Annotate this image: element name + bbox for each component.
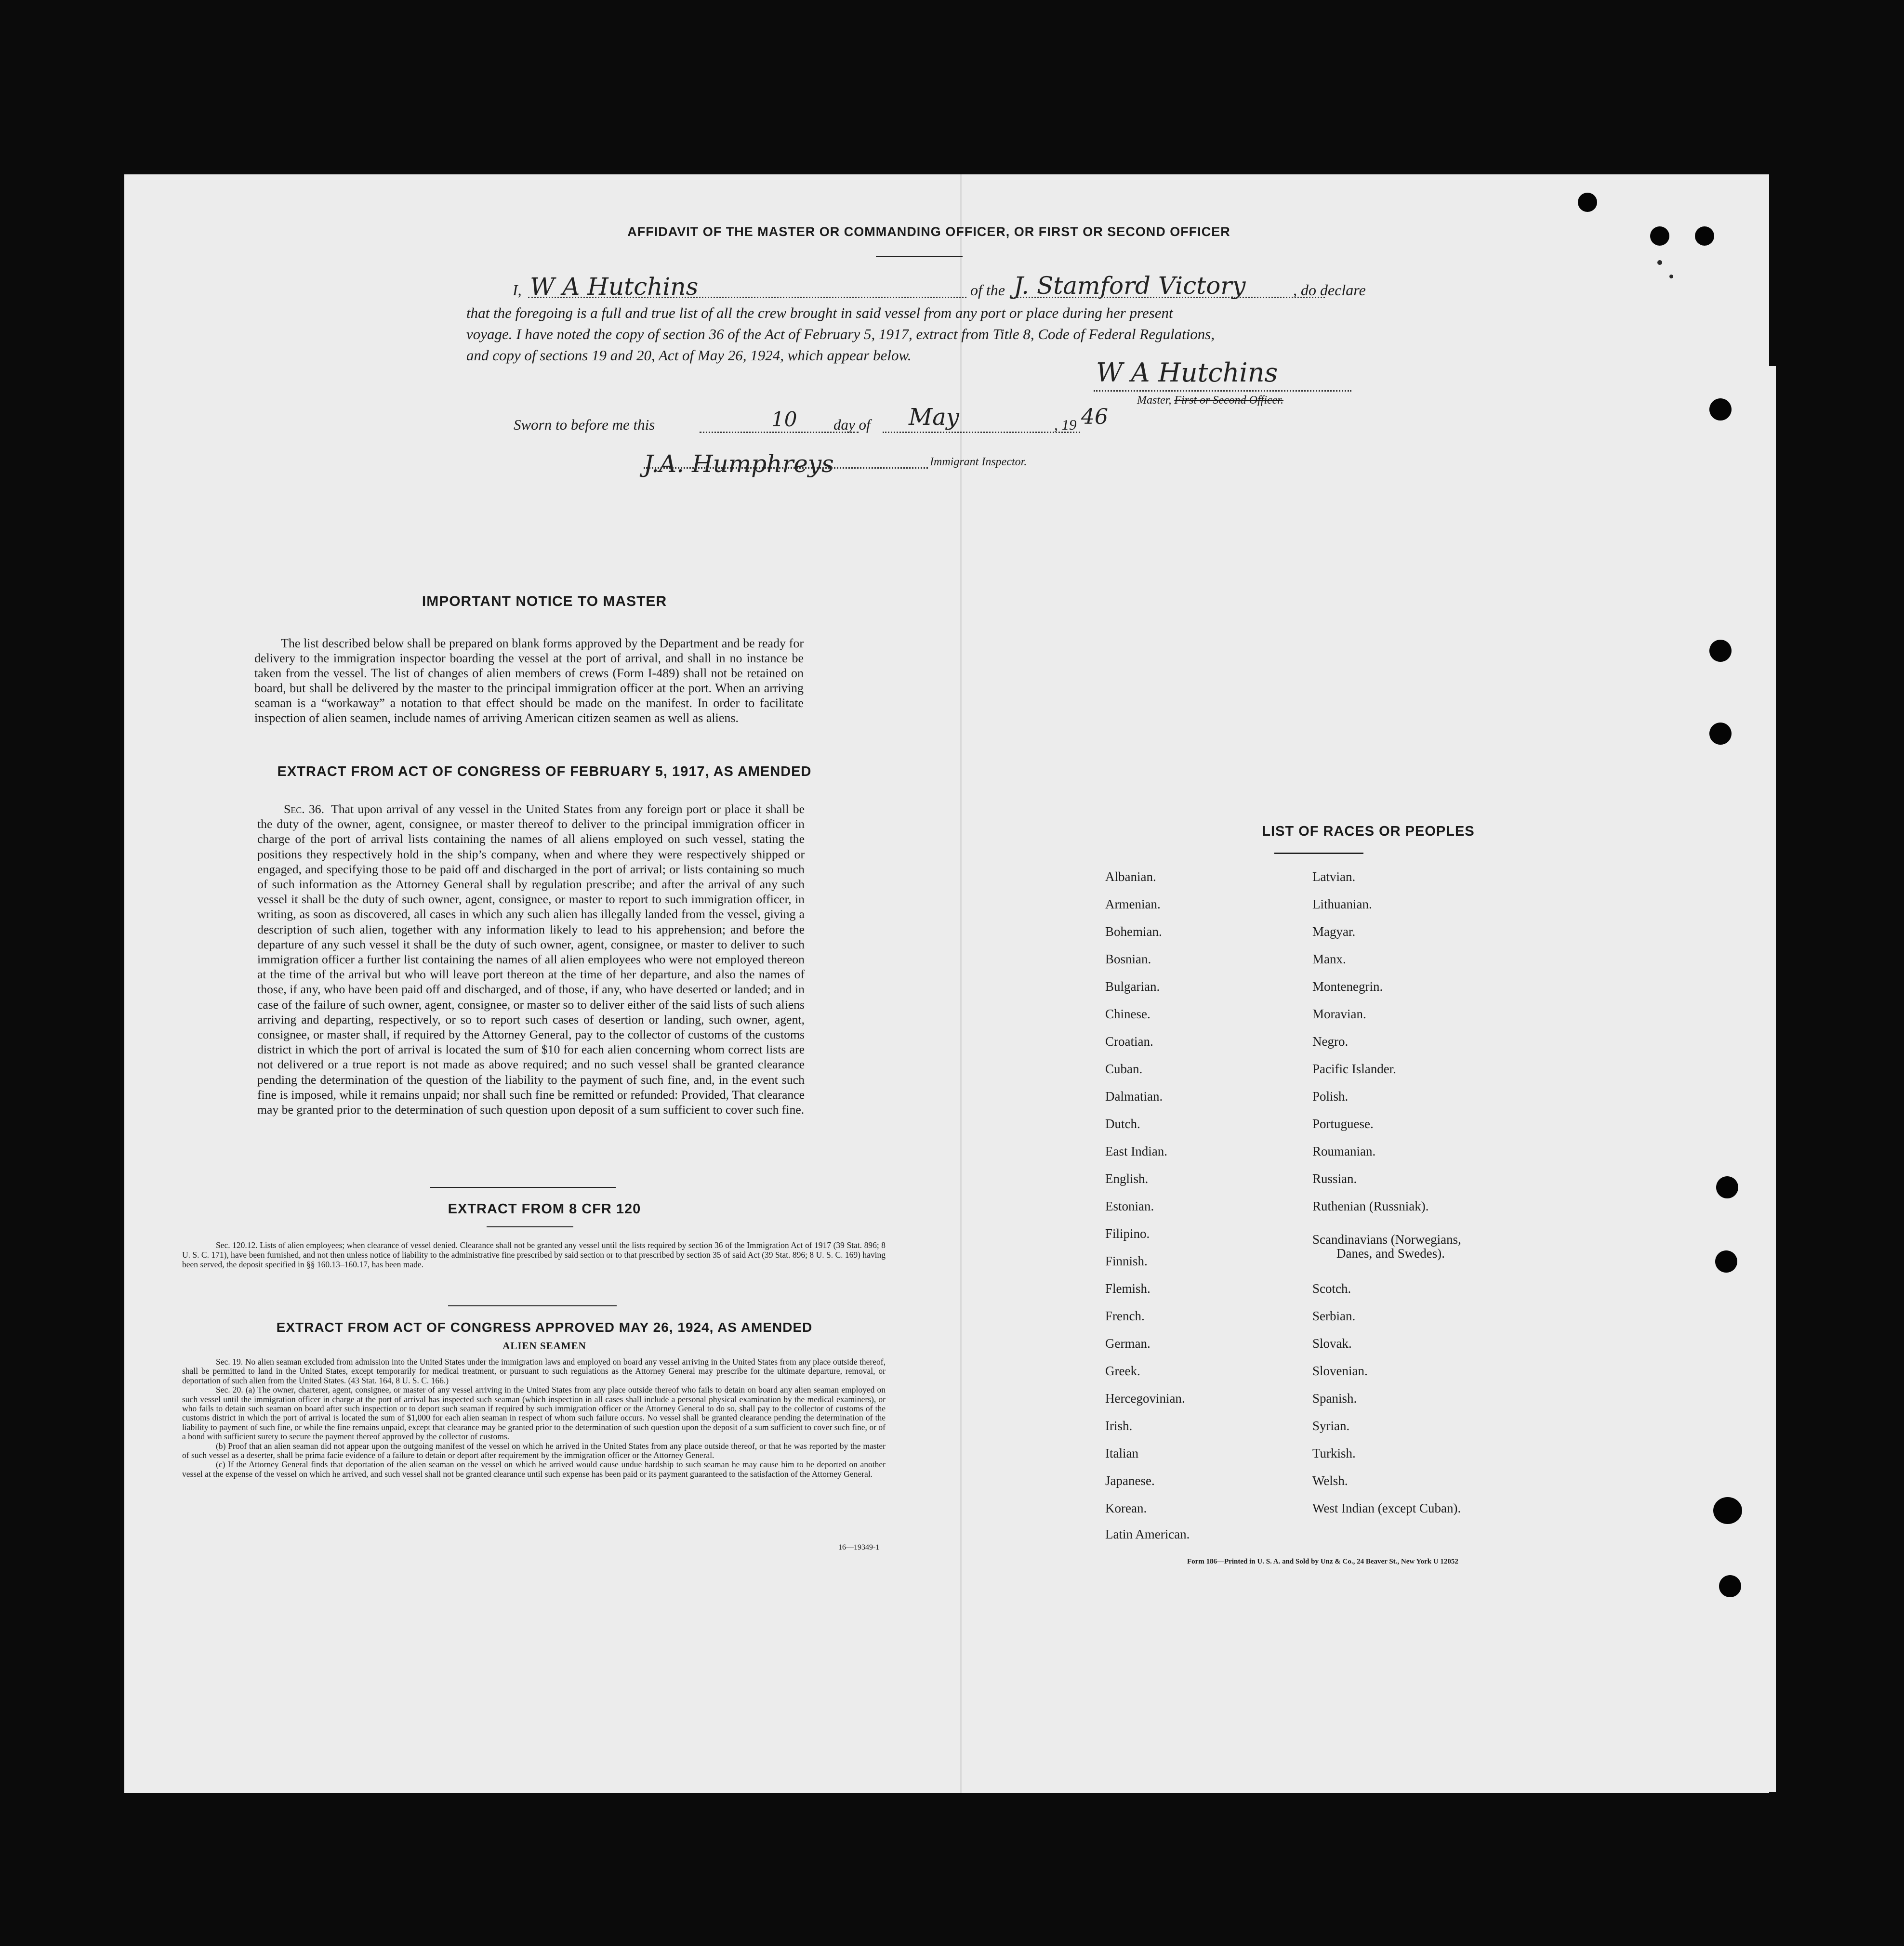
race-entry: East Indian. xyxy=(1105,1144,1167,1158)
master-signature: W A Hutchins xyxy=(1096,357,1278,388)
race-entry: Pacific Islander. xyxy=(1312,1062,1396,1076)
punch-hole xyxy=(1650,226,1669,246)
declaration-line: that the foregoing is a full and true list of all the crew brought in said vessel from any port or place during her present xyxy=(466,304,1173,321)
inspector-label: Immigrant Inspector. xyxy=(930,456,1027,468)
race-entry: Syrian. xyxy=(1312,1419,1350,1433)
inspector-signature: J.A. Humphreys xyxy=(644,450,834,478)
race-entry: Moravian. xyxy=(1312,1007,1366,1021)
divider xyxy=(430,1187,616,1188)
race-entry: Croatian. xyxy=(1105,1034,1153,1049)
race-entry: Latin American. xyxy=(1105,1527,1190,1541)
race-entry: Cuban. xyxy=(1105,1062,1143,1076)
do-declare-label: , do declare xyxy=(1293,281,1366,299)
section-36-label: Sec. 36. xyxy=(284,802,325,816)
race-entry: Welsh. xyxy=(1312,1473,1348,1488)
extract-1924-title: EXTRACT FROM ACT OF CONGRESS APPROVED MAY 26, 1924, AS AMENDED xyxy=(276,1320,813,1335)
race-entry: Spanish. xyxy=(1312,1391,1357,1406)
officer-name-line xyxy=(528,297,966,298)
race-entry: Japanese. xyxy=(1105,1473,1155,1488)
punch-hole xyxy=(1709,640,1732,662)
of-the-label: of the xyxy=(970,281,1005,299)
punch-hole xyxy=(1695,226,1714,246)
race-entry: Latvian. xyxy=(1312,869,1356,884)
officer-name-handwritten: W A Hutchins xyxy=(530,273,699,301)
punch-hole xyxy=(1709,398,1732,421)
races-title-divider xyxy=(1274,853,1363,854)
races-title: LIST OF RACES OR PEOPLES xyxy=(1262,824,1475,839)
extract-1924-subtitle: ALIEN SEAMEN xyxy=(502,1340,586,1352)
race-entry: Filipino. xyxy=(1105,1226,1150,1241)
race-entry: Ruthenian (Russniak). xyxy=(1312,1199,1429,1213)
race-entry: Korean. xyxy=(1105,1501,1147,1515)
race-entry: German. xyxy=(1105,1336,1150,1351)
race-entry: Chinese. xyxy=(1105,1007,1150,1021)
race-entry: Portuguese. xyxy=(1312,1117,1374,1131)
race-entry: Lithuanian. xyxy=(1312,897,1372,911)
declaration-line: voyage. I have noted the copy of section 36 of the Act of February 5, 1917, extract from Title 8, Code of Federal Regulations, xyxy=(466,326,1215,342)
race-entry: Roumanian. xyxy=(1312,1144,1376,1158)
race-entry: Bohemian. xyxy=(1105,924,1162,939)
race-entry: Albanian. xyxy=(1105,869,1156,884)
punch-hole xyxy=(1713,1497,1742,1524)
punch-hole xyxy=(1719,1575,1741,1597)
extract-1924-body xyxy=(182,1357,886,1479)
race-entry: Finnish. xyxy=(1105,1254,1148,1268)
race-entry: Turkish. xyxy=(1312,1446,1356,1460)
declaration-text xyxy=(466,302,1382,366)
notice-body: The list described below shall be prepared on blank forms approved by the Department and be ready for delivery to the immigration inspector boarding the vessel at the port of arrival, and shall in no instance be taken from the vessel. The list of changes of alien members of crews (Form I-489) shall not be retained on board, but shall be delivered by the master to the principal immigration officer at the port. When an arriving seaman is a “workaway” a notation to that effect should be made on the manifest. In order to facilitate inspection of alien seamen, include names of arriving American citizen seamen as well as aliens. xyxy=(254,636,804,725)
race-entry: Italian xyxy=(1105,1446,1138,1460)
race-entry: Magyar. xyxy=(1312,924,1356,939)
race-entry: Armenian. xyxy=(1105,897,1161,911)
race-entry: Dalmatian. xyxy=(1105,1089,1163,1104)
master-caption xyxy=(1137,394,1283,407)
punch-hole xyxy=(1709,723,1732,745)
sworn-month-handwritten: May xyxy=(909,404,959,431)
sworn-line xyxy=(514,404,1140,438)
race-entry: Slovenian. xyxy=(1312,1364,1368,1378)
race-entry: Greek. xyxy=(1105,1364,1140,1378)
extract-1917-body xyxy=(257,802,805,1117)
divider xyxy=(487,1226,573,1227)
i-label: I, xyxy=(513,281,522,299)
race-entry: Dutch. xyxy=(1105,1117,1140,1131)
punch-hole xyxy=(1715,1250,1737,1273)
race-entry: Bulgarian. xyxy=(1105,979,1160,994)
sworn-day-handwritten: 10 xyxy=(771,408,797,431)
affidavit-title: AFFIDAVIT OF THE MASTER OR COMMANDING OFFICER, OR FIRST OR SECOND OFFICER xyxy=(627,224,1230,239)
vessel-name-line xyxy=(1012,297,1325,298)
sworn-label: Sworn to before me this xyxy=(514,416,655,433)
race-entry: Danes, and Swedes). xyxy=(1336,1246,1445,1261)
race-entry: Polish. xyxy=(1312,1089,1349,1104)
declaration-line: and copy of sections 19 and 20, Act of May 26, 1924, which appear below. xyxy=(466,347,912,364)
section-19-text: Sec. 19. No alien seaman excluded from admission into the United States under the immigration laws and employed on board any vessel arriving in the United States from any place outside thereof, shall be permitted to land in the United States, except temporarily for medical treatment, or pursuant to such regulations as the Attorney General may prescribe for the ultimate departure, removal, or deportation of such alien from the United States. (43 Stat. 164, 8 U. S. C. 166.) xyxy=(182,1357,886,1385)
race-entry: English. xyxy=(1105,1171,1149,1186)
race-entry: Estonian. xyxy=(1105,1199,1154,1213)
master-signature-line xyxy=(1094,390,1351,392)
punch-hole xyxy=(1716,1176,1738,1198)
vessel-name-handwritten: J. Stamford Victory xyxy=(1014,272,1246,300)
extract-1917-title: EXTRACT FROM ACT OF CONGRESS OF FEBRUARY 5, 1917, AS AMENDED xyxy=(277,764,812,779)
section-36-text: That upon arrival of any vessel in the United States from any foreign port or place it shall be the duty of the owner, agent, consignee, or master thereof to deliver to the principal immigration officer in charge of the port of arrival lists containing the names of all aliens employed on such vessel, stating the positions they respectively hold in the ship’s company, when and where they were respectively shipped or engaged, and specifying those to be paid off and discharged in the port of arrival; or lists containing so much of such information as the Attorney General shall by regulation prescribe; and after the arrival of any such vessel it shall be the duty of such owner, agent, consignee, or master to report to such immigration officer, in writing, as soon as discovered, all cases in which any such alien has illegally landed from the vessel, giving a description of such alien, together with any information likely to lead to his apprehension; and before the departure of any such vessel it shall be the duty of such owner, agent, consignee, or master to deliver to such immigration officer a further list containing the names of all alien employees who were not employed thereon at the time of the arrival but who will leave port thereon at the time of her departure, and also the names of those, if any, who have been paid off and discharged, and of those, if any, who have deserted or landed; and in case of the failure of such owner, agent, consignee, or master so to deliver either of the said lists of such aliens arriving and departing, respectively, or so to report such cases of desertion or landing, such owner, agent, consignee, or master shall, if required by the Attorney General, pay to the collector of customs of the customs district in which the port of arrival is located the sum of $10 for each alien concerning whom correct lists are not delivered or a true report is not made as above required; and no such vessel shall be granted clearance pending the determination of the question of the liability to the payment of such fine, and, in the event such fine is imposed, while it remains unpaid; nor shall such fine be remitted or refunded: Provided, That clearance may be granted prior to the determination of such question upon deposit of a sum sufficient to cover such fine. xyxy=(257,802,805,1117)
printer-note: Form 186—Printed in U. S. A. and Sold by Unz & Co., 24 Beaver St., New York U 12052 xyxy=(1187,1558,1458,1565)
race-entry: Montenegrin. xyxy=(1312,979,1383,994)
section-20a-text: Sec. 20. (a) The owner, charterer, agent, consignee, or master of any vessel arriving in the United States from any place outside thereof who fails to detain on board any alien seaman employed on such vessel until the immigration officer in charge at the port of arrival has inspected such seaman (which inspection in all cases shall include a personal physical examination by the medical examiners), or who fails to detain such seaman on board after such inspection or to deport such seaman if required by such immigration officer or the Attorney General to do so, shall pay to the collector of customs of the customs district in which the port of arrival is located the sum of $1,000 for each alien seaman in respect of whom such failure occurs. No vessel shall be granted clearance pending the determination of the liability to payment of such fine, or while the fine remains unpaid, except that clearance may be granted prior to the determination of such question upon the deposit of a sum sufficient to cover such fine, or of a bond with sufficient surety to secure the payment thereof approved by the collector of customs. xyxy=(182,1385,886,1442)
year-handwritten: 46 xyxy=(1081,405,1108,429)
notice-title: IMPORTANT NOTICE TO MASTER xyxy=(422,593,667,609)
race-entry: Scandinavians (Norwegians, xyxy=(1312,1232,1461,1247)
race-entry: Serbian. xyxy=(1312,1309,1356,1323)
day-of-label: day of xyxy=(833,416,871,433)
page-edge-tab xyxy=(1769,366,1776,1792)
speck xyxy=(1669,275,1673,278)
race-entry: Manx. xyxy=(1312,952,1346,966)
race-entry: Scotch. xyxy=(1312,1281,1351,1296)
speck xyxy=(1657,260,1662,265)
race-entry: Irish. xyxy=(1105,1419,1133,1433)
race-entry: Negro. xyxy=(1312,1034,1349,1049)
divider xyxy=(448,1305,617,1306)
master-label: Master, xyxy=(1137,394,1172,407)
race-entry: French. xyxy=(1105,1309,1145,1323)
race-entry: Hercegovinian. xyxy=(1105,1391,1185,1406)
punch-hole xyxy=(1578,193,1597,212)
inspector-signature-line xyxy=(644,467,928,469)
form-code: 16—19349-1 xyxy=(838,1543,880,1552)
struck-officer-label: First or Second Officer. xyxy=(1174,394,1283,407)
year-prefix: , 19 xyxy=(1054,416,1077,433)
title-divider xyxy=(876,256,963,257)
sworn-month-line xyxy=(883,432,1080,433)
race-entry: Bosnian. xyxy=(1105,952,1151,966)
extract-cfr-body: Sec. 120.12. Lists of alien employees; when clearance of vessel denied. Clearance shall not be granted any vessel until the lists required by section 36 of the Immigration Act of 1917 (39 Stat. 896; 8 U. S. C. 171), have been furnished, and not then unless notice of liability to the administrative fine prescribed by said section or to that prescribed by section 35 of said Act (39 Stat. 896; 8 U. S. C. 169) having been served, the deposit specified in §§ 160.13–160.17, has been made. xyxy=(182,1240,886,1269)
race-entry: Slovak. xyxy=(1312,1336,1352,1351)
race-entry: Russian. xyxy=(1312,1171,1357,1186)
race-entry: Flemish. xyxy=(1105,1281,1150,1296)
section-20c-text: (c) If the Attorney General finds that deportation of the alien seaman on the vessel on which he arrived would cause undue hardship to such seaman he may cause him to be deported on another vessel at the expense of the vessel on which he arrived, and such vessel shall not be granted clearance until such expense has been paid or its payment guaranteed to the satisfaction of the Attorney General. xyxy=(182,1460,886,1479)
section-20b-text: (b) Proof that an alien seaman did not appear upon the outgoing manifest of the vessel on which he arrived in the United States from any place outside thereof, or that he was reported by the master of such vessel as a deserter, shall be prima facie evidence of a failure to detain or deport after requirement by the immigration officer or the Attorney General. xyxy=(182,1441,886,1460)
declarant-line xyxy=(513,272,1385,301)
race-entry: West Indian (except Cuban). xyxy=(1312,1501,1461,1515)
extract-cfr-title: EXTRACT FROM 8 CFR 120 xyxy=(448,1201,641,1217)
